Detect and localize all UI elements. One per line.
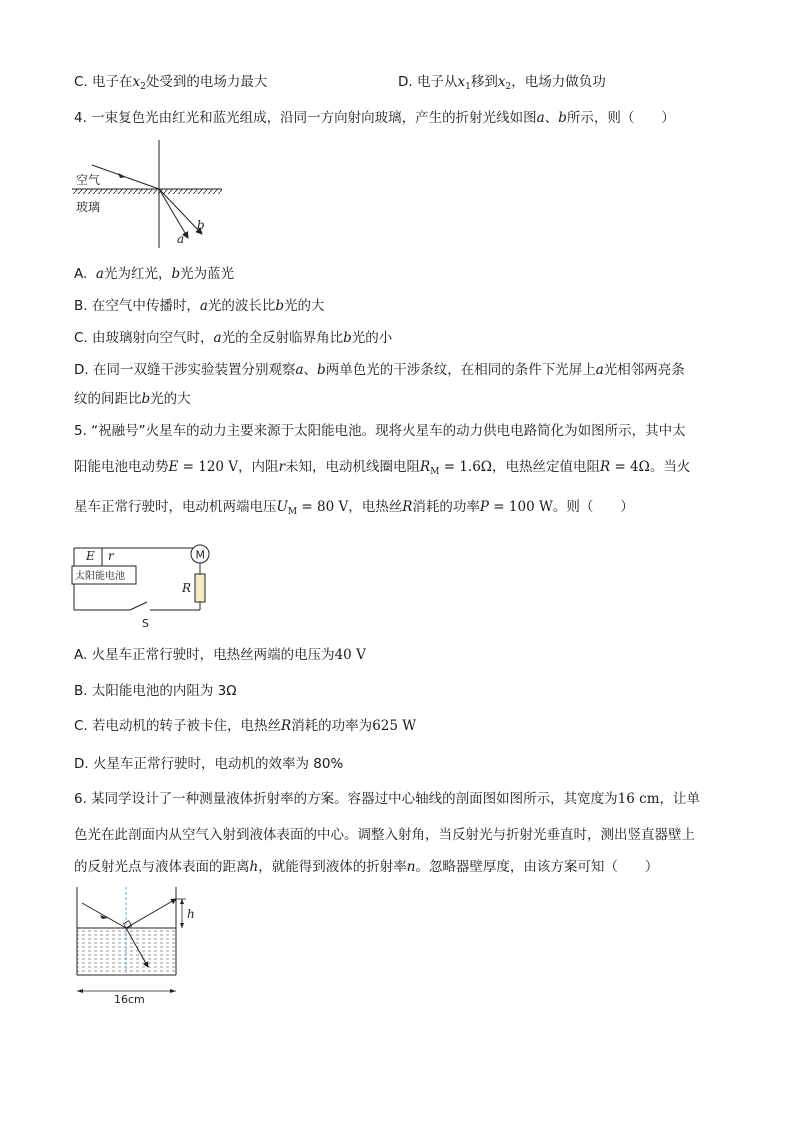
q5-option-c[interactable] bbox=[74, 716, 416, 736]
emf-label: E bbox=[86, 549, 95, 563]
q6-stem-line3 bbox=[74, 857, 658, 877]
stem-text: 、 bbox=[544, 110, 559, 126]
math-sub: 2 bbox=[505, 82, 512, 92]
option-text: A. bbox=[74, 266, 88, 282]
option-text: 光的波长比 bbox=[207, 298, 276, 314]
stem-text: 星车正常行驶时，电动机两端电压 bbox=[74, 499, 277, 515]
math-value: 625 W bbox=[372, 718, 417, 734]
stem-text: 4. 一束复色光由红光和蓝光组成，沿同一方向射向玻璃，产生的折射光线如图 bbox=[74, 110, 537, 126]
option-text: 光的大 bbox=[284, 298, 325, 314]
option-text: 处受到的电场力最大 bbox=[145, 74, 268, 90]
option-text: 光的大 bbox=[150, 391, 191, 407]
math-var: U bbox=[276, 499, 288, 515]
option-text: B. 太阳能电池的内阻为 3Ω bbox=[74, 683, 237, 699]
math-sub: M bbox=[287, 507, 298, 517]
option-text: C. 电子在 bbox=[74, 74, 133, 90]
h-arrow-top bbox=[180, 899, 184, 904]
h-arrow-bottom bbox=[180, 923, 184, 928]
glass-label: 玻璃 bbox=[76, 200, 101, 214]
math-var: h bbox=[249, 859, 259, 875]
stem-text: 色光在此剖面内从空气入射到液体表面的中心。调整入射角，当反射光与折射光垂直时，测出竖直器壁上 bbox=[74, 827, 695, 843]
stem-text: ，电热丝定值电阻 bbox=[491, 459, 600, 475]
math-var: a bbox=[595, 362, 604, 378]
q5-stem-line1 bbox=[74, 421, 686, 441]
math-value: = 100 W bbox=[489, 499, 553, 515]
option-text: 两单色光的干涉条纹，在相同的条件下光屏上 bbox=[325, 362, 596, 378]
option-text: 纹的间距比 bbox=[74, 391, 142, 407]
h-label: h bbox=[187, 907, 195, 921]
option-text: 光为蓝光 bbox=[180, 266, 235, 282]
q5-option-b[interactable] bbox=[74, 681, 237, 701]
math-value: = 4Ω bbox=[610, 459, 650, 475]
option-text: 消耗的功率为 bbox=[291, 718, 373, 734]
math-var: r bbox=[278, 459, 286, 475]
option-text: 移到 bbox=[470, 74, 498, 90]
math-var: n bbox=[406, 859, 416, 875]
motor-label: M bbox=[195, 548, 205, 562]
stem-text: 阳能电池电动势 bbox=[74, 459, 169, 475]
math-sub: 2 bbox=[140, 82, 146, 92]
option-text: B. 在空气中传播时， bbox=[74, 298, 200, 314]
reflected-ray bbox=[126, 899, 176, 928]
q6-stem-line2 bbox=[74, 825, 695, 845]
air-label: 空气 bbox=[76, 173, 101, 187]
q3-option-c[interactable] bbox=[74, 72, 267, 97]
q3-option-d[interactable] bbox=[398, 72, 606, 97]
stem-text: 。忽略器壁厚度，由该方案可知（ ） bbox=[415, 859, 659, 875]
width-label: 16cm bbox=[114, 993, 145, 1006]
stem-text: 未知，电动机线圈电阻 bbox=[285, 459, 421, 475]
math-var: E bbox=[168, 459, 179, 475]
math-var: x bbox=[132, 74, 141, 90]
stem-text: 所示，则（ ） bbox=[566, 110, 675, 126]
option-text: 光的小 bbox=[351, 330, 393, 346]
math-var: a bbox=[536, 110, 545, 126]
stem-text: 。当火 bbox=[649, 459, 691, 475]
option-text: C. 若电动机的转子被卡住，电热丝 bbox=[74, 718, 282, 734]
math-value: = 80 V bbox=[297, 499, 349, 515]
battery-label: 太阳能电池 bbox=[75, 571, 125, 582]
math-var: R bbox=[599, 459, 611, 475]
math-var: x bbox=[497, 74, 506, 90]
option-text: C. 由玻璃射向空气时， bbox=[74, 330, 214, 346]
math-var: P bbox=[479, 499, 489, 515]
math-var: a bbox=[95, 266, 104, 282]
ray-a bbox=[159, 189, 188, 238]
q4-option-d-cont bbox=[74, 389, 191, 409]
option-text: D. 火星车正常行驶时，电动机的效率为 80% bbox=[74, 756, 344, 772]
option-text: D. 在同一双缝干涉实验装置分别观察 bbox=[74, 362, 296, 378]
math-var: a bbox=[213, 330, 222, 346]
stem-text: ，电热丝 bbox=[348, 499, 403, 515]
q5-option-d[interactable] bbox=[74, 754, 343, 774]
math-sub: 1 bbox=[465, 82, 471, 92]
math-var: b bbox=[275, 298, 285, 314]
option-text: A. 火星车正常行驶时，电热丝两端的电压为 bbox=[74, 647, 335, 663]
math-var: b bbox=[343, 330, 352, 346]
resistor-label: R bbox=[182, 581, 192, 595]
q5-stem-line3 bbox=[74, 497, 634, 522]
width-arrow-left bbox=[77, 989, 83, 993]
option-text: 光的全反射临界角比 bbox=[221, 330, 344, 346]
option-text: 光为红光， bbox=[103, 266, 172, 282]
switch-label: S bbox=[142, 617, 149, 630]
math-var: a bbox=[199, 298, 208, 314]
math-var: R bbox=[420, 459, 431, 475]
internal-resistance-label: r bbox=[108, 549, 114, 563]
math-value: = 1.6Ω bbox=[439, 459, 492, 475]
q5-option-a[interactable] bbox=[74, 645, 366, 665]
glass-surface-hatch bbox=[72, 189, 222, 194]
switch-blade bbox=[130, 602, 147, 610]
math-sub: M bbox=[430, 467, 440, 477]
stem-text: 。则（ ） bbox=[552, 499, 634, 515]
math-value: 40 V bbox=[334, 647, 366, 663]
q4-stem bbox=[74, 108, 675, 128]
option-text: D. 电子从 bbox=[398, 74, 458, 90]
stem-text: 消耗的功率 bbox=[412, 499, 480, 515]
stem-text: ，就能得到液体的折射率 bbox=[258, 859, 407, 875]
q4-option-a[interactable] bbox=[74, 264, 234, 284]
option-text: ，电场力做负功 bbox=[511, 74, 606, 90]
math-var: R bbox=[281, 718, 292, 734]
ray-b bbox=[159, 189, 202, 234]
q4-option-d[interactable] bbox=[74, 360, 685, 380]
stem-text: 5. “祝融号”火星车的动力主要来源于太阳能电池。现将火星车的动力供电电路简化为如图所示，其中太 bbox=[74, 423, 686, 439]
q6-container-figure bbox=[70, 885, 205, 1007]
q4-option-c[interactable] bbox=[74, 328, 392, 348]
math-value: 16 cm bbox=[617, 791, 660, 807]
q4-option-b[interactable] bbox=[74, 296, 325, 316]
resistor-symbol bbox=[195, 574, 205, 602]
ray-b-label: b bbox=[197, 218, 205, 232]
width-arrow-right bbox=[170, 989, 176, 993]
stem-text: 的反射光点与液体表面的距离 bbox=[74, 859, 250, 875]
math-var: b bbox=[558, 110, 567, 126]
stem-text: ，让单 bbox=[659, 791, 701, 807]
q5-stem-line2 bbox=[74, 457, 690, 482]
q6-stem-line1 bbox=[74, 789, 700, 809]
option-text: 、 bbox=[303, 362, 318, 378]
math-var: b bbox=[141, 391, 151, 407]
ray-a-label: a bbox=[177, 232, 185, 246]
math-var: b bbox=[171, 266, 181, 282]
stem-text: 6. 某同学设计了一种测量液体折射率的方案。容器过中心轴线的剖面图如图所示，其宽度为 bbox=[74, 791, 618, 807]
math-value: = 120 V bbox=[178, 459, 239, 475]
option-text: 光相邻两亮条 bbox=[603, 362, 685, 378]
incident-ray bbox=[82, 903, 126, 928]
q4-refraction-figure bbox=[70, 138, 230, 250]
math-var: R bbox=[402, 499, 413, 515]
q5-circuit-figure bbox=[70, 538, 220, 630]
math-var: x bbox=[457, 74, 466, 90]
math-var: a bbox=[295, 362, 304, 378]
math-var: b bbox=[317, 362, 326, 378]
stem-text: ，内阻 bbox=[238, 459, 279, 475]
